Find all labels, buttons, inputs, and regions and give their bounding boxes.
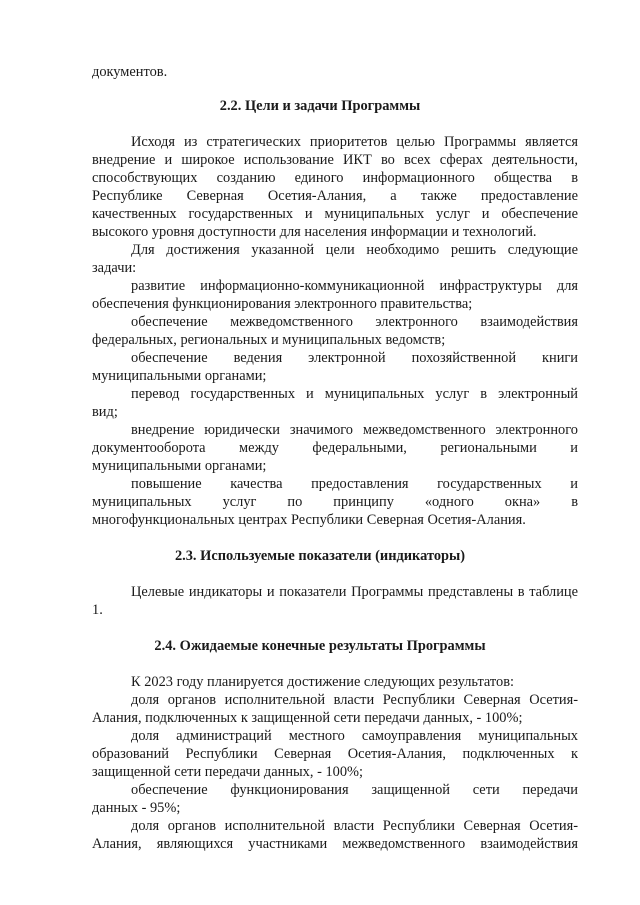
body-text-line: Исходя из стратегических приоритетов целью Программы является <box>131 134 578 150</box>
list-item-line: образований Республики Северная Осетия-Алания, подключенных к <box>92 746 578 762</box>
list-item-line: обеспечение ведения электронной похозяйственной книги <box>131 350 578 366</box>
list-item-line: развитие информационно-коммуникационной инфраструктуры для <box>131 278 578 294</box>
list-item-line: обеспечение межведомственного электронного взаимодействия <box>131 314 578 330</box>
body-text-line: Для достижения указанной цели необходимо решить следующие <box>131 242 578 258</box>
list-item-line: муниципальными органами; <box>92 368 267 384</box>
body-text-line: высокого уровня доступности для населения информации и технологий. <box>92 224 537 240</box>
body-text-line: документов. <box>92 64 168 80</box>
list-item-line: внедрение юридически значимого межведомственного электронного <box>131 422 578 438</box>
list-item-line: данных - 95%; <box>92 800 181 816</box>
body-text-line: внедрение и широкое использование ИКТ во всех сферах деятельности, <box>92 152 578 168</box>
list-item-line: обеспечения функционирования электронного правительства; <box>92 296 473 312</box>
list-item-line: Алания, являющихся участниками межведомственного взаимодействия <box>92 836 578 852</box>
body-text-line: качественных государственных и муниципальных услуг и обеспечение <box>92 206 578 222</box>
body-text-line: задачи: <box>92 260 137 276</box>
body-text-line: 1. <box>92 602 103 618</box>
list-item-line: документооборота между федеральными, региональными и <box>92 440 578 456</box>
body-text-line: К 2023 году планируется достижение следующих результатов: <box>131 674 515 690</box>
list-item-line: повышение качества предоставления государственных и <box>131 476 578 492</box>
list-item-line: муниципальными органами; <box>92 458 267 474</box>
section-heading: 2.3. Используемые показатели (индикаторы) <box>174 548 466 564</box>
list-item-line: доля органов исполнительной власти Республики Северная Осетия- <box>131 692 578 708</box>
list-item-line: Алания, подключенных к защищенной сети передачи данных, - 100%; <box>92 710 523 726</box>
section-heading: 2.2. Цели и задачи Программы <box>219 98 421 114</box>
list-item-line: федеральных, региональных и муниципальных ведомств; <box>92 332 446 348</box>
body-text-line: Республике Северная Осетия-Алания, а также предоставление <box>92 188 578 204</box>
list-item-line: обеспечение функционирования защищенной сети передачи <box>131 782 578 798</box>
body-text-line: Целевые индикаторы и показатели Программы представлены в таблице <box>131 584 578 600</box>
list-item-line: доля администраций местного самоуправления муниципальных <box>131 728 578 744</box>
list-item-line: вид; <box>92 404 118 420</box>
body-text-line: способствующих созданию единого информационного общества в <box>92 170 578 186</box>
list-item-line: муниципальных услуг по принципу «одного окна» в <box>92 494 578 510</box>
section-heading: 2.4. Ожидаемые конечные результаты Программы <box>154 638 486 654</box>
list-item-line: многофункциональных центрах Республики Северная Осетия-Алания. <box>92 512 526 528</box>
list-item-line: защищенной сети передачи данных, - 100%; <box>92 764 364 780</box>
list-item-line: перевод государственных и муниципальных услуг в электронный <box>131 386 578 402</box>
list-item-line: доля органов исполнительной власти Республики Северная Осетия- <box>131 818 578 834</box>
